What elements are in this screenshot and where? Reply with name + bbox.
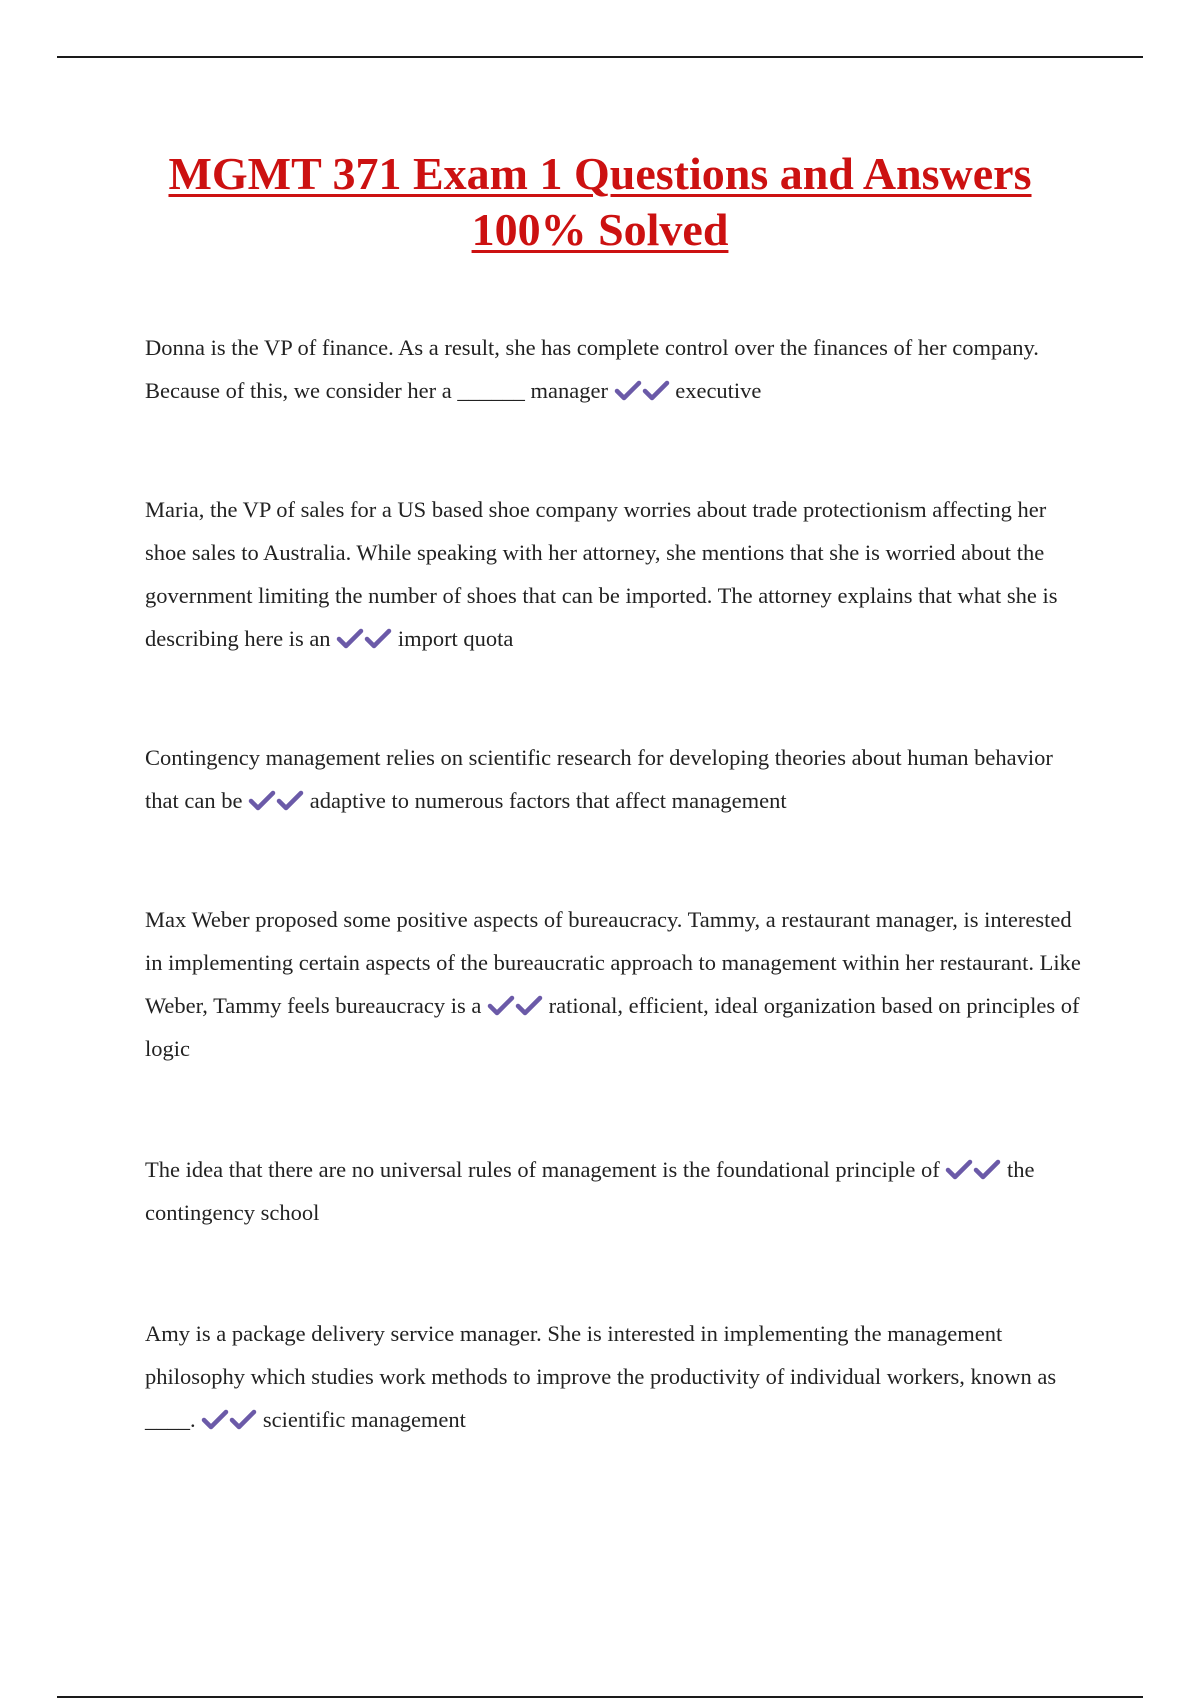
question-text: Contingency management relies on scientific research for developing theories about human behavior that can be <box>145 745 1053 813</box>
qa-item-2 <box>145 488 1085 660</box>
question-text: Maria, the VP of sales for a US based shoe company worries about trade protectionism affecting her shoe sales to Australia. While speaking with her attorney, she mentions that she is worried about the government limiting the number of shoes that can be imported. The attorney explains that what she is describing here is an <box>145 497 1058 651</box>
top-rule <box>57 56 1143 58</box>
answer-text: import quota <box>397 626 514 651</box>
checkmark-icon <box>336 628 364 650</box>
question-text: Donna is the VP of finance. As a result, she has complete control over the finances of her company. Because of this, we consider her a ______ manager <box>145 335 1039 403</box>
answer-text: scientific management <box>262 1407 466 1432</box>
checkmark-icon <box>642 380 670 402</box>
checkmark-icon <box>487 995 515 1017</box>
qa-item-1 <box>145 326 1085 412</box>
checkmark-icon <box>515 995 543 1017</box>
title-line-2: 100% Solved <box>471 204 729 255</box>
checkmark-icon <box>248 790 276 812</box>
checkmark-icon <box>614 380 642 402</box>
title-line-1: MGMT 371 Exam 1 Questions and Answers <box>168 148 1032 199</box>
checkmark-icon <box>276 790 304 812</box>
checkmark-icon <box>973 1159 1001 1181</box>
checkmark-icon <box>364 628 392 650</box>
bottom-rule <box>57 1696 1143 1698</box>
qa-item-3 <box>145 736 1085 822</box>
question-text: The idea that there are no universal rules of management is the foundational principle of <box>145 1157 940 1182</box>
checkmark-icon <box>945 1159 973 1181</box>
answer-text: rational, efficient, ideal organization based on principles of logic <box>145 993 1080 1061</box>
qa-item-4 <box>145 898 1085 1070</box>
question-text: Amy is a package delivery service manager. She is interested in implementing the management philosophy which studies work methods to improve the productivity of individual workers, known as ____. <box>145 1321 1057 1432</box>
question-text: Max Weber proposed some positive aspects of bureaucracy. Tammy, a restaurant manager, is interested in implementing certain aspects of the bureaucratic approach to management within her restaurant. Like Weber, Tammy feels bureaucracy is a <box>145 907 1081 1018</box>
answer-text: adaptive to numerous factors that affect management <box>309 788 787 813</box>
checkmark-icon <box>201 1409 229 1431</box>
answer-text: the contingency school <box>145 1157 1035 1225</box>
qa-item-5 <box>145 1148 1085 1234</box>
page-title <box>100 146 1100 258</box>
qa-item-6 <box>145 1312 1085 1441</box>
checkmark-icon <box>229 1409 257 1431</box>
answer-text: executive <box>675 378 762 403</box>
